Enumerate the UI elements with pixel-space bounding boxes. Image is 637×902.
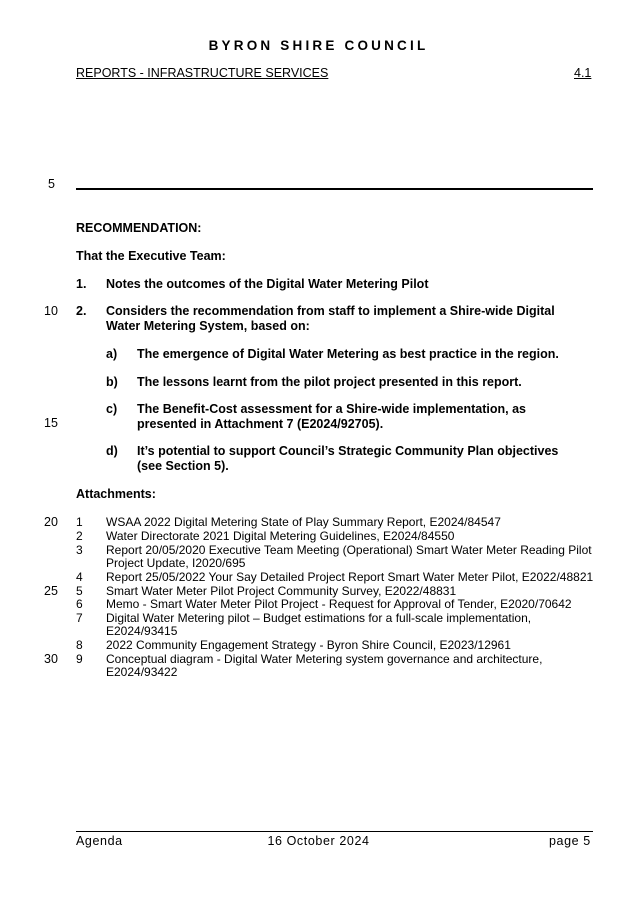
subitem-letter: c)	[106, 402, 118, 416]
subitem-text: The Benefit-Cost assessment for a Shire-wide implementation, as	[137, 402, 526, 416]
attachment-number: 2	[76, 529, 83, 543]
attachment-number: 9	[76, 652, 83, 666]
footer-left: Agenda	[76, 834, 123, 848]
recommendation-item-number: 1.	[76, 277, 87, 291]
attachment-text: Water Directorate 2021 Digital Metering Guidelines, E2024/84550	[106, 529, 455, 543]
attachment-text: Digital Water Metering pilot – Budget estimations for a full-scale implementation,	[106, 611, 532, 625]
section-title: REPORTS - INFRASTRUCTURE SERVICES	[76, 66, 329, 80]
footer-date: 16 October 2024	[267, 834, 370, 848]
line-number: 20	[44, 515, 58, 529]
attachment-number: 5	[76, 584, 83, 598]
line-number: 15	[44, 416, 58, 430]
line-number: 10	[44, 304, 58, 318]
recommendation-item-text: Notes the outcomes of the Digital Water Metering Pilot	[106, 277, 429, 291]
attachment-text: 2022 Community Engagement Strategy - Byron Shire Council, E2023/12961	[106, 638, 511, 652]
subitem-letter: b)	[106, 375, 118, 389]
section-divider	[76, 188, 593, 190]
subitem-text: The lessons learnt from the pilot project presented in this report.	[137, 375, 522, 389]
subitem-letter: d)	[106, 444, 118, 458]
footer-divider	[76, 831, 593, 832]
attachment-text: WSAA 2022 Digital Metering State of Play Summary Report, E2024/84547	[106, 515, 501, 529]
line-number: 5	[48, 177, 55, 191]
attachment-number: 7	[76, 611, 83, 625]
subitem-text: The emergence of Digital Water Metering as best practice in the region.	[137, 347, 559, 361]
attachment-text: Report 20/05/2020 Executive Team Meeting (Operational) Smart Water Meter Reading Pilot	[106, 543, 592, 557]
attachment-number: 4	[76, 570, 83, 584]
attachment-number: 1	[76, 515, 83, 529]
subitem-letter: a)	[106, 347, 118, 361]
attachment-text: E2024/93422	[106, 665, 178, 679]
subitem-text: (see Section 5).	[137, 459, 229, 473]
attachment-text: Memo - Smart Water Meter Pilot Project - Request for Approval of Tender, E2020/70642	[106, 597, 572, 611]
subitem-text: It’s potential to support Council’s Strategic Community Plan objectives	[137, 444, 559, 458]
section-number: 4.1	[574, 66, 592, 80]
attachment-text: E2024/93415	[106, 624, 178, 638]
recommendation-intro: That the Executive Team:	[76, 249, 226, 263]
footer-page-number: page 5	[549, 834, 591, 848]
council-name: BYRON SHIRE COUNCIL	[208, 38, 429, 53]
attachment-text: Conceptual diagram - Digital Water Metering system governance and architecture,	[106, 652, 543, 666]
subitem-text: presented in Attachment 7 (E2024/92705).	[137, 417, 384, 431]
attachment-number: 6	[76, 597, 83, 611]
attachment-text: Report 25/05/2022 Your Say Detailed Project Report Smart Water Meter Pilot, E2022/48821	[106, 570, 594, 584]
line-number: 25	[44, 584, 58, 598]
attachment-text: Smart Water Meter Pilot Project Community Survey, E2022/48831	[106, 584, 457, 598]
attachment-number: 3	[76, 543, 83, 557]
recommendation-item-number: 2.	[76, 304, 87, 318]
line-number: 30	[44, 652, 58, 666]
recommendation-heading: RECOMMENDATION:	[76, 221, 202, 235]
recommendation-item-text: Considers the recommendation from staff to implement a Shire-wide Digital	[106, 304, 555, 318]
recommendation-item-text: Water Metering System, based on:	[106, 319, 310, 333]
attachment-number: 8	[76, 638, 83, 652]
attachment-text: Project Update, I2020/695	[106, 556, 246, 570]
attachments-heading: Attachments:	[76, 487, 156, 501]
